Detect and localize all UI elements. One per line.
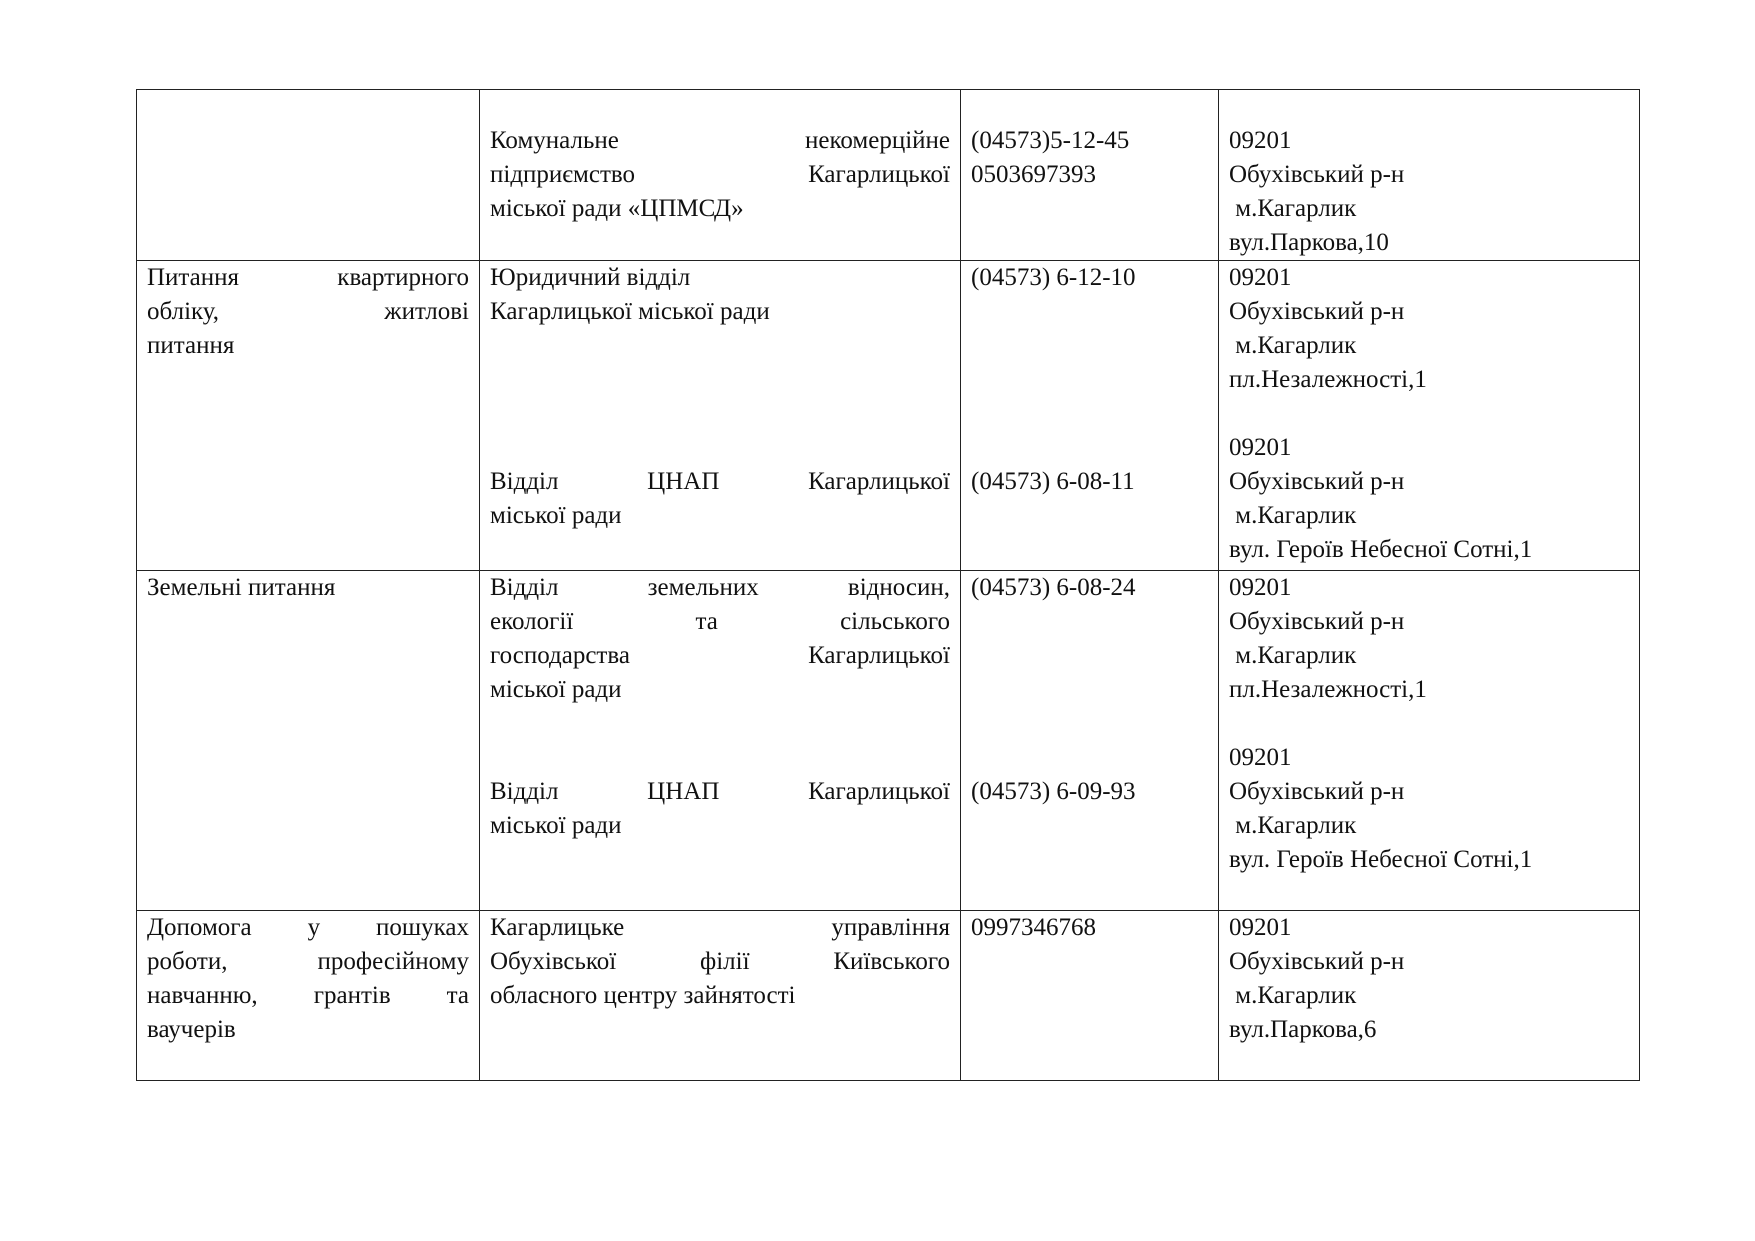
topic-line: Допомога у пошуках xyxy=(147,914,469,941)
organization-cell xyxy=(480,261,961,571)
address-line: 09201 xyxy=(1229,127,1292,154)
address-line: Обухівський р-н xyxy=(1229,161,1405,188)
spacer xyxy=(971,605,1208,775)
org-line: Юридичний відділ xyxy=(490,264,691,291)
address-line: Обухівський р-н xyxy=(1229,608,1405,635)
org-line: Відділ ЦНАП Кагарлицької xyxy=(490,778,950,805)
phone-cell xyxy=(961,90,1219,261)
phone: (04573) 6-12-10 xyxy=(971,264,1136,291)
address-line: вул. Героїв Небесної Сотні,1 xyxy=(1229,536,1533,563)
org-line: Кагарлицьке управління xyxy=(490,914,950,941)
spacer xyxy=(1229,707,1629,741)
address-line: м.Кагарлик xyxy=(1229,195,1357,222)
address-line: м.Кагарлик xyxy=(1229,502,1357,529)
topic-cell xyxy=(137,571,480,911)
organization-cell xyxy=(480,90,961,261)
address-line: м.Кагарлик xyxy=(1229,642,1357,669)
org-line: Кагарлицької міської ради xyxy=(490,298,770,325)
topic-line: Земельні питання xyxy=(147,574,336,601)
org-line: екології та сільського xyxy=(490,608,950,635)
address-line: Обухівський р-н xyxy=(1229,948,1405,975)
address-line: Обухівський р-н xyxy=(1229,298,1405,325)
phone: (04573)5-12-45 xyxy=(971,127,1130,154)
address-cell xyxy=(1219,911,1640,1081)
address-line: м.Кагарлик xyxy=(1229,982,1357,1009)
address-line: пл.Незалежності,1 xyxy=(1229,366,1427,393)
address-line: вул. Героїв Небесної Сотні,1 xyxy=(1229,846,1533,873)
org-line: Відділ земельних відносин, xyxy=(490,574,950,601)
org-line: міської ради «ЦПМСД» xyxy=(490,195,744,222)
table-row xyxy=(137,911,1640,1081)
spacer xyxy=(490,707,950,775)
address-cell xyxy=(1219,90,1640,261)
phone: (04573) 6-08-24 xyxy=(971,574,1136,601)
organization-cell xyxy=(480,911,961,1081)
org-line: господарства Кагарлицької xyxy=(490,642,950,669)
contacts-table xyxy=(136,89,1640,1081)
address-line: м.Кагарлик xyxy=(1229,332,1357,359)
org-line: обласного центру зайнятості xyxy=(490,982,796,1009)
spacer xyxy=(971,295,1208,465)
spacer xyxy=(1229,397,1629,431)
topic-line: обліку, житлові xyxy=(147,298,469,325)
address-line: 09201 xyxy=(1229,264,1292,291)
topic-line: питання xyxy=(147,332,235,359)
address-line: Обухівський р-н xyxy=(1229,468,1405,495)
topic-cell xyxy=(137,261,480,571)
org-line: міської ради xyxy=(490,676,622,703)
org-line: Обухівської філії Київського xyxy=(490,948,950,975)
address-line: 09201 xyxy=(1229,914,1292,941)
spacer xyxy=(490,329,950,465)
phone-cell xyxy=(961,911,1219,1081)
phone: (04573) 6-09-93 xyxy=(971,778,1136,805)
table-row xyxy=(137,571,1640,911)
org-line: міської ради xyxy=(490,502,622,529)
phone-cell xyxy=(961,571,1219,911)
address-cell xyxy=(1219,261,1640,571)
address-line: вул.Паркова,10 xyxy=(1229,229,1389,256)
address-line: 09201 xyxy=(1229,744,1292,771)
topic-line: ваучерів xyxy=(147,1016,236,1043)
phone-cell xyxy=(961,261,1219,571)
address-line: м.Кагарлик xyxy=(1229,812,1357,839)
phone: 0997346768 xyxy=(971,914,1096,941)
org-line: міської ради xyxy=(490,812,622,839)
topic-cell xyxy=(137,90,480,261)
org-line: Комунальне некомерційне xyxy=(490,127,950,154)
phone: 0503697393 xyxy=(971,161,1096,188)
table-row xyxy=(137,90,1640,261)
address-cell xyxy=(1219,571,1640,911)
topic-line: Питання квартирного xyxy=(147,264,469,291)
address-line: Обухівський р-н xyxy=(1229,778,1405,805)
address-line: вул.Паркова,6 xyxy=(1229,1016,1377,1043)
organization-cell xyxy=(480,571,961,911)
address-line: пл.Незалежності,1 xyxy=(1229,676,1427,703)
org-line: підприємство Кагарлицької xyxy=(490,161,950,188)
address-line: 09201 xyxy=(1229,574,1292,601)
topic-cell xyxy=(137,911,480,1081)
topic-line: роботи, професійному xyxy=(147,948,469,975)
table-row xyxy=(137,261,1640,571)
topic-line: навчанню, грантів та xyxy=(147,982,469,1009)
phone: (04573) 6-08-11 xyxy=(971,468,1135,495)
org-line: Відділ ЦНАП Кагарлицької xyxy=(490,468,950,495)
address-line: 09201 xyxy=(1229,434,1292,461)
